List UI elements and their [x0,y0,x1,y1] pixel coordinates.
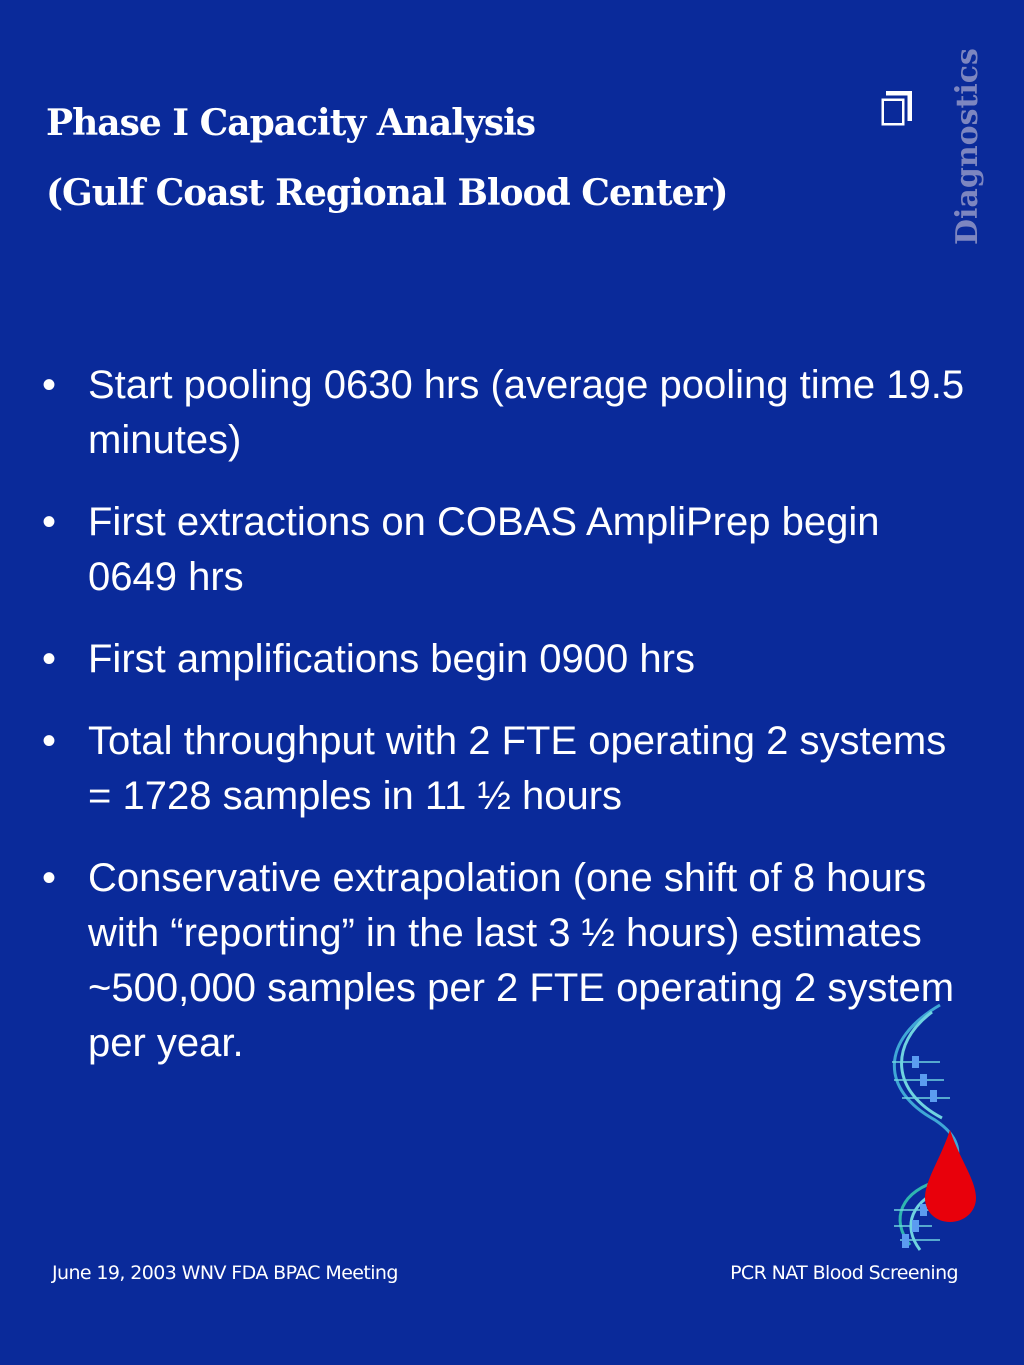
list-item [42,632,972,687]
bullet-text: First amplifications begin 0900 hrs [88,637,695,681]
bullet-list [42,358,972,1098]
bullet-text: First extractions on COBAS AmpliPrep begin 0649 hrs [88,500,880,599]
checkbox-icon [880,91,912,127]
bullet-marker: • [42,363,57,407]
title-line-2: (Gulf Coast Regional Blood Center) [46,172,728,214]
bullet-text: Total throughput with 2 FTE operating 2 systems = 1728 samples in 11 ½ hours [88,719,947,818]
footer-topic: PCR NAT Blood Screening [730,1262,958,1284]
bullet-text: Start pooling 0630 hrs (average pooling time 19.5 minutes) [88,363,965,462]
dna-blood-drop-logo [880,1000,990,1255]
list-item [42,358,972,468]
bullet-marker: • [42,719,57,763]
list-item [42,495,972,605]
list-item [42,714,972,824]
side-label: Diagnostics [950,48,985,245]
blood-drop-icon [925,1130,976,1222]
bullet-text: Conservative extrapolation (one shift of 8 hours with “reporting” in the last 3 ½ hours) estimates ~500,000 samples per 2 FTE operating 2 system per year. [88,856,955,1065]
bullet-marker: • [42,637,57,681]
slide-title [46,88,846,228]
list-item [42,851,972,1071]
title-line-1: Phase I Capacity Analysis [46,102,536,144]
bullet-marker: • [42,856,57,900]
footer-meeting: June 19, 2003 WNV FDA BPAC Meeting [52,1262,398,1284]
bullet-marker: • [42,500,57,544]
